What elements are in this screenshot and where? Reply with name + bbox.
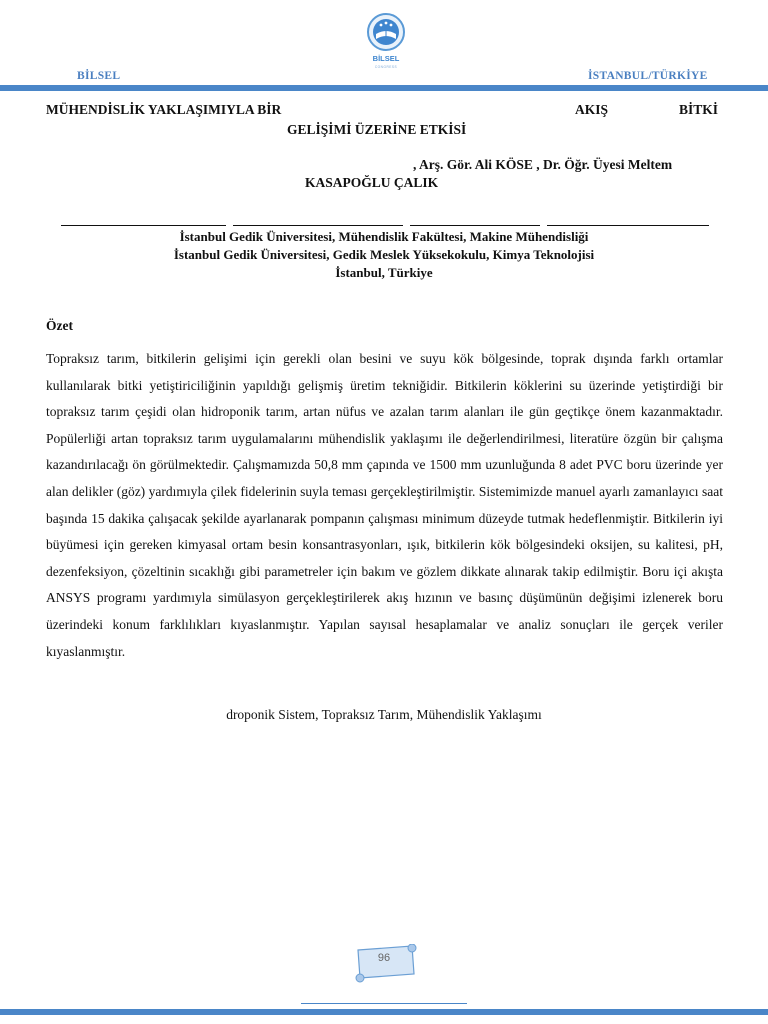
- footer-divider-bar: [0, 1009, 768, 1015]
- page-number-badge: [354, 944, 420, 988]
- abstract-body: Topraksız tarım, bitkilerin gelişimi için gerekli olan besini ve suyu kök bölgesinde, toprak dışında farklı ortamlar kullanılarak bitki yetiştiriciliğinin yapıldığı gelişmiş üretim tekniğidir. Bitkilerin köklerini su üzerinde yetiştirdiği bir topraksız tarım çeşidi olan hidroponik tarım, artan nüfus ve azalan tarım alanları ile gün geçtikçe önem kazanmaktadır. Popülerliği artan topraksız tarım uygulamalarını mühendislik yaklaşımı ile değerlendirilmesi, literatüre özgün bir çalışma kazandırılacağı ön görülmektedir. Çalışmamızda 50,8 mm çapında ve 1500 mm uzunluğunda 8 adet PVC boru üzerinde yer alan delikler (göz) yardımıyla çilek fidelerinin suyla teması gerçekleştirilmiştir. Sistemimizde manuel ayarlı zamanlayıcı saat başında 15 dakika çalışacak şekilde ayarlanarak pompanın çalışması minimum düzeyde tutmak hedeflenmiştir. Bitkilerin iyi büyümesi için gereken kimyasal ortam besin konsantrasyonları, ışık, bitkilerin kök bölgesindeki oksijen, su kalitesi, pH, dezenfeksiyon, çözeltinin sıcaklığı gibi parametreler için bakım ve gözlem dikkate alınarak takip edilmiştir. Boru içi akışta ANSYS programı yardımıyla simülasyon gerçekleştirilerek akış hızının ve basınç düşümünün değişimi izlenerek boru üzerindeki konum farklılıkları kıyaslanmıştır. Yapılan sayısal hesaplamalar ve analiz sonuçları ile gerçek veriler kıyaslanmıştır.: [46, 351, 723, 659]
- footer-line: [301, 1003, 467, 1004]
- separator-rule: [233, 225, 403, 226]
- affiliation-2: İstanbul Gedik Üniversitesi, Gedik Meslek Yüksekokulu, Kimya Teknolojisi: [173, 247, 595, 262]
- header-left-label: BİLSEL: [77, 70, 121, 82]
- page-number: 96: [377, 952, 391, 964]
- keywords-line: droponik Sistem, Topraksız Tarım, Mühendislik Yaklaşımı: [226, 707, 542, 722]
- svg-text:CONGRESS: CONGRESS: [374, 65, 398, 69]
- affiliation-1: İstanbul Gedik Üniversitesi, Mühendislik Fakültesi, Makine Mühendisliği: [179, 229, 589, 244]
- conference-logo: [364, 12, 408, 72]
- logo-wordmark: BİLSEL: [372, 54, 400, 63]
- title-line1-part2: AKIŞ: [575, 102, 609, 117]
- authors-line1: , Arş. Gör. Ali KÖSE , Dr. Öğr. Üyesi Meltem: [413, 157, 673, 172]
- separator-rule: [547, 225, 709, 226]
- abstract-heading: Özet: [46, 318, 73, 333]
- separator-rule: [410, 225, 540, 226]
- header-right-label: İSTANBUL/TÜRKİYE: [588, 70, 708, 82]
- title-line1-part3: BİTKİ: [679, 102, 719, 117]
- header-divider-bar: [0, 85, 768, 91]
- authors-line2: KASAPOĞLU ÇALIK: [305, 175, 439, 190]
- affiliation-3: İstanbul, Türkiye: [335, 265, 433, 280]
- separator-rule: [61, 225, 226, 226]
- title-line1-part1: MÜHENDİSLİK YAKLAŞIMIYLA BİR: [46, 102, 282, 117]
- title-line2: GELİŞİMİ ÜZERİNE ETKİSİ: [287, 122, 467, 137]
